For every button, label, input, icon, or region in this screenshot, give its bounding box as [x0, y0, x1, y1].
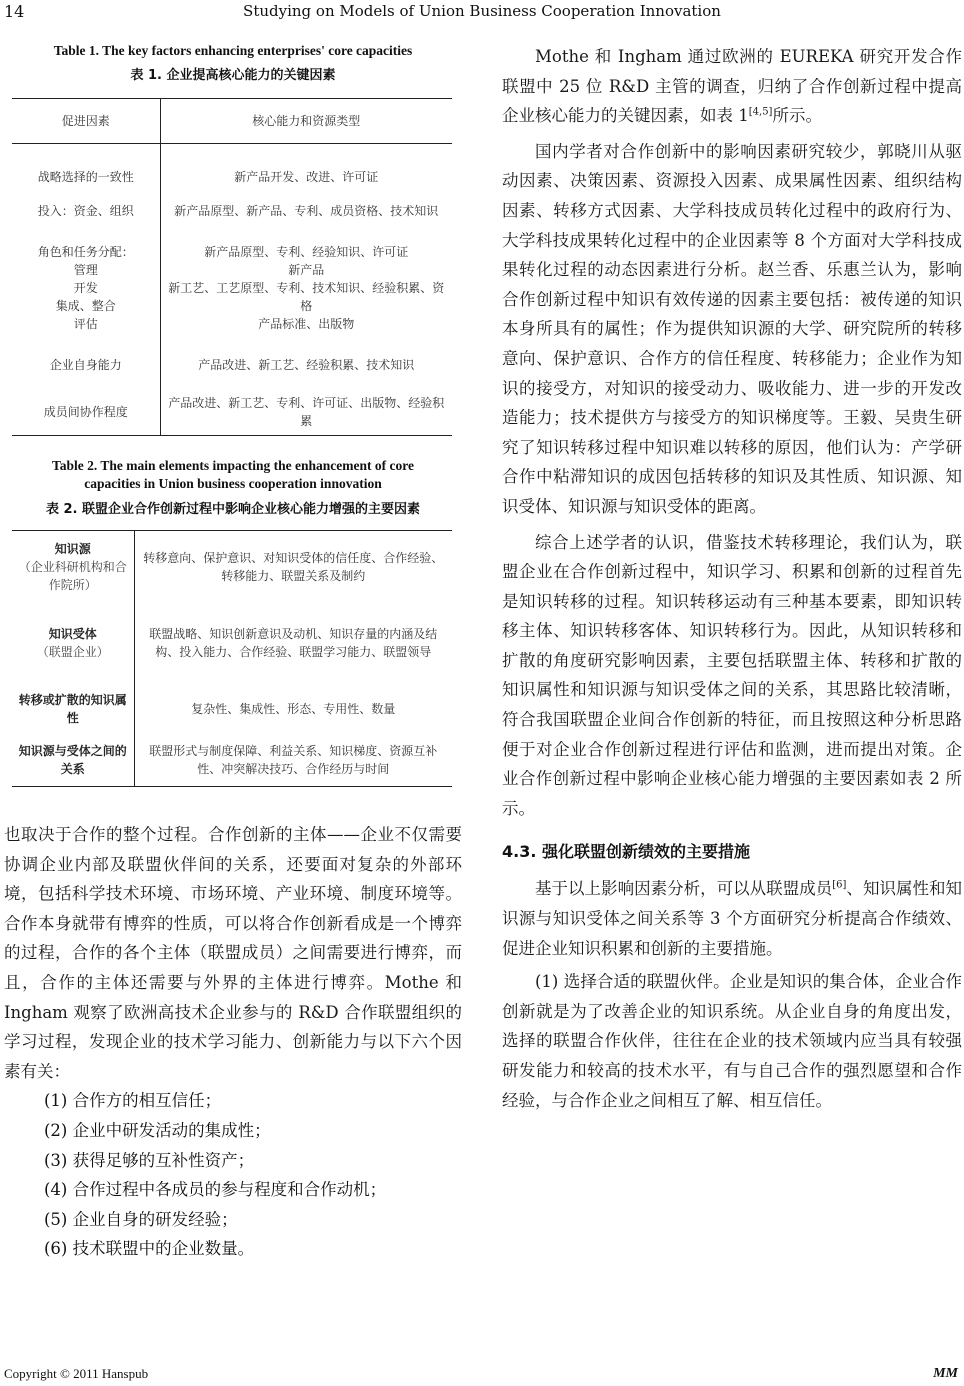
table1 [12, 98, 452, 436]
table-row [12, 144, 452, 186]
table-row [12, 531, 452, 603]
table1-header-resources: 核心能力和资源类型 [160, 99, 452, 144]
table2-value: 转移意向、保护意识、对知识受体的信任度、合作经验、转移能力、联盟关系及制约 [143, 550, 444, 583]
table2-caption-en: Table 2. The main elements impacting the enhancement of core capacities in Union business cooperation innovation [52, 458, 414, 491]
copyright: Copyright © 2011 Hanspub [4, 1366, 149, 1381]
right-paragraph-5: (1) 选择合适的联盟伙伴。企业是知识的集合体，企业合作创新就是为了改善企业的知识系统。从企业自身的角度出发，选择的联盟合作伙伴，往往在企业的技术领域内应当具有较强研发能力和较高的技术水平，有与自己合作的强烈愿望和合作经验，与合作企业之间相互了解、相互信任。 [502, 972, 962, 1110]
citation: [6] [832, 879, 847, 891]
right-paragraph-2: 国内学者对合作创新中的影响因素研究较少，郭晓川从驱动因素、决策因素、资源投入因素、成果属性因素、组织结构因素、转移方式因素、大学科技成员转化过程中的政府行为、大学科技成果转化过程中的企业因素等 8 个方面对大学科技成果转化过程的动态因素进行分析。赵兰香、乐惠兰认为，影响合作创新过程中知识有效传递的因素主要包括：被传递的知识本身所具有的属性；作为提供知识源的大学、研究院所的转移意向、保护意识、合作方的信任程度、转移能力；企业作为知识的接受方，对知识的接受动力、吸收能力、进一步的开发改造能力；技术提供方与接受方的知识梯度等。王毅、吴贵生研究了知识转移过程中知识难以转移的原因，他们认为：产学研合作中粘滞知识的成因包括转移的知识及其性质、知识源、知识受体、知识源与知识受体的距离。 [502, 141, 962, 516]
table-row [12, 186, 452, 236]
table1-resources: 新产品原型、专利、经验知识、许可证 新产品 新工艺、工艺原型、专利、技术知识、经验积累、资格 产品标准、出版物 [168, 244, 445, 331]
table1-resources: 新产品开发、改进、许可证 [234, 169, 379, 184]
list-item: (3) 获得足够的互补性资产； [44, 1150, 255, 1170]
table-row [12, 390, 452, 436]
table2-key: 知识受体 （联盟企业） [12, 603, 134, 683]
table1-factor: 战略选择的一致性 [12, 144, 160, 186]
table1-header-factor: 促进因素 [12, 99, 160, 144]
right-body [502, 42, 962, 1115]
list-item: (5) 企业自身的研发经验； [44, 1209, 238, 1229]
list-item: (6) 技术联盟中的企业数量。 [44, 1239, 255, 1259]
citation: [4,5] [748, 106, 773, 118]
table1-resources: 产品改进、新工艺、专利、许可证、出版物、经验积累 [168, 396, 445, 429]
right-paragraph-3: 综合上述学者的认识，借鉴技术转移理论，我们认为，联盟企业在合作创新过程中，知识学习、积累和创新的过程首先是知识转移的过程。知识转移运动有三种基本要素，即知识转移主体、知识转移客体、知识转移行为。因此，从知识转移和扩散的角度研究影响因素，主要包括联盟主体、转移和扩散的知识属性和知识源与知识受体之间的关系，其思路比较清晰，符合我国联盟企业间合作创新的特征，而且按照这种分析思路便于对企业合作创新过程进行评估和监测，进而提出对策。企业合作创新过程中影响企业核心能力增强的主要因素如表 2 所示。 [502, 532, 962, 818]
table1-caption-zh: 表 1. 企业提高核心能力的关键因素 [130, 68, 336, 83]
table2-caption-zh: 表 2. 联盟企业合作创新过程中影响企业核心能力增强的主要因素 [45, 502, 421, 517]
table1-factor: 成员间协作程度 [12, 390, 160, 436]
table2-value: 复杂性、集成性、形态、专用性、数量 [191, 701, 396, 716]
left-body [4, 820, 462, 1264]
table2-key: 知识源与受体之间的关系 [12, 735, 134, 787]
table2-key: 知识源 （企业科研机构和合作院所） [12, 531, 134, 603]
table1-factor: 角色和任务分配： 管理 开发 集成、整合 评估 [12, 236, 160, 340]
list-item: (1) 合作方的相互信任； [44, 1091, 222, 1111]
table1-resources: 产品改进、新工艺、经验积累、技术知识 [198, 357, 415, 372]
table1-factor: 企业自身能力 [12, 340, 160, 390]
table2-key: 转移或扩散的知识属性 [12, 683, 134, 735]
table2-value: 联盟战略、知识创新意识及动机、知识存量的内涵及结构、投入能力、合作经验、联盟学习能力、联盟领导 [149, 626, 438, 659]
list-item: (2) 企业中研发活动的集成性； [44, 1120, 271, 1140]
section-heading: 4.3. 强化联盟创新绩效的主要措施 [502, 842, 750, 862]
table1-caption-en: Table 1. The key factors enhancing enterprises' core capacities [53, 43, 413, 58]
table2-value: 联盟形式与制度保障、利益关系、知识梯度、资源互补性、冲突解决技巧、合作经历与时间 [149, 744, 438, 777]
journal-abbreviation: MM [933, 1366, 958, 1381]
table-row [12, 683, 452, 735]
table1-resources: 新产品原型、新产品、专利、成员资格、技术知识 [174, 203, 439, 218]
page-number: 14 [4, 2, 25, 21]
table-row [12, 603, 452, 683]
running-title: Studying on Models of Union Business Cooperation Innovation [243, 2, 721, 20]
table-row [12, 236, 452, 340]
list-item: (4) 合作过程中各成员的参与程度和合作动机； [44, 1180, 387, 1200]
right-paragraph-1: Mothe 和 Ingham 通过欧洲的 EUREKA 研究开发合作联盟中 25 位 R&D 主管的调查，归纳了合作创新过程中提高企业核心能力的关键因素，如表 1[4,5]所示。 [502, 47, 962, 126]
right-paragraph-4: 基于以上影响因素分析，可以从联盟成员[6]、知识属性和知识源与知识受体之间关系等 3 个方面研究分析提高合作绩效、促进企业知识积累和创新的主要措施。 [502, 879, 963, 958]
table-row [12, 340, 452, 390]
table2 [12, 530, 452, 787]
table-row [12, 735, 452, 787]
left-paragraph: 也取决于合作的整个过程。合作创新的主体——企业不仅需要协调企业内部及联盟伙伴间的关系，还要面对复杂的外部环境，包括科学技术环境、市场环境、产业环境、制度环境等。合作本身就带有博弈的性质，可以将合作创新看成是一个博弈的过程，合作的各个主体（联盟成员）之间需要进行博弈，而且，合作的主体还需要与外界的主体进行博弈。Mothe 和 Ingham 观察了欧洲高技术企业参与的 R&D 合作联盟组织的学习过程，发现企业的技术学习能力、创新能力与以下六个因素有关： [4, 825, 462, 1081]
table1-factor: 投入：资金、组织 [12, 186, 160, 236]
